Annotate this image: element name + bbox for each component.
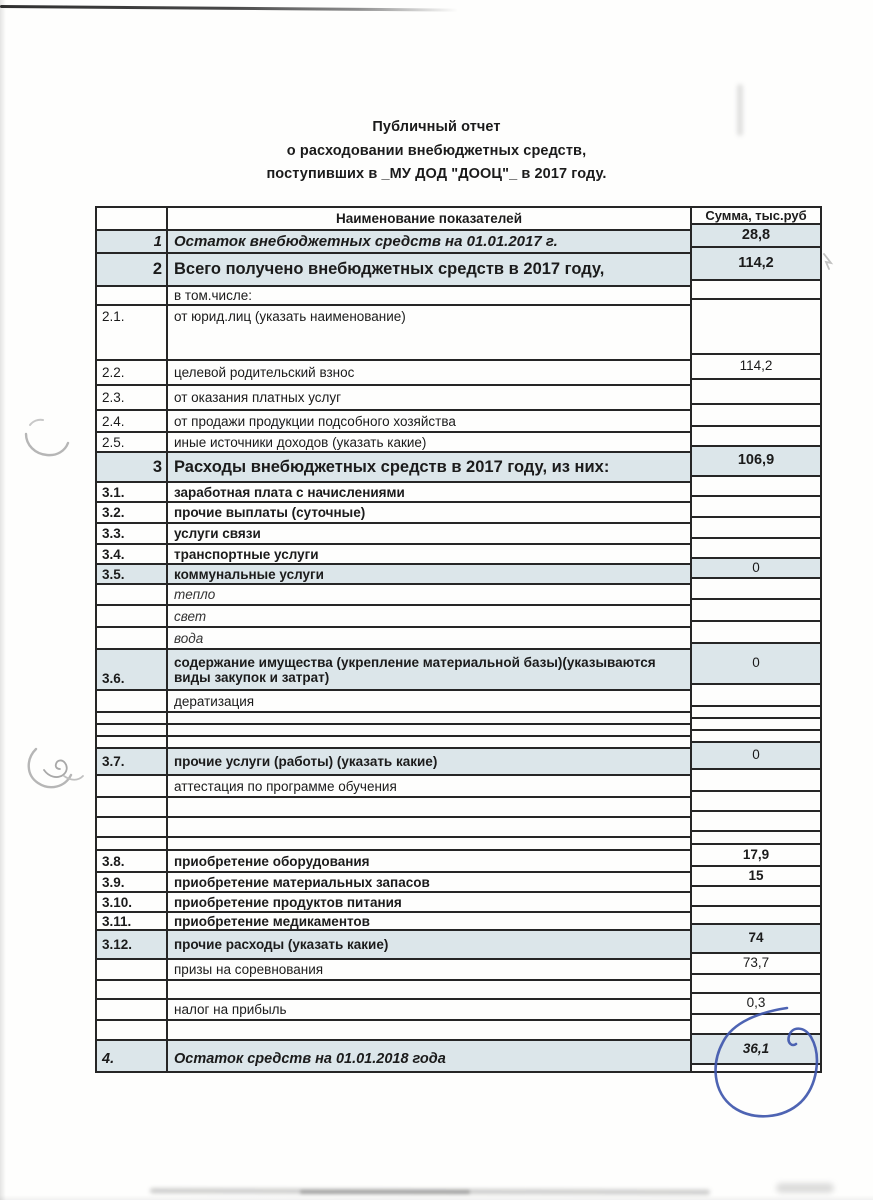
table-row — [97, 893, 690, 913]
row-label: прочие расходы (указать какие) — [174, 937, 389, 952]
table-row — [97, 776, 690, 798]
report-title — [0, 116, 873, 187]
sum-cell — [692, 975, 820, 994]
row-label: налог на прибыль — [174, 1002, 287, 1017]
sum-value: 106,9 — [737, 452, 775, 468]
table-row — [97, 981, 690, 1000]
row-label: Всего получено внебюджетных средств в 2017 году, — [174, 260, 605, 278]
table-row — [97, 524, 690, 545]
row-number — [97, 798, 168, 816]
row-number — [97, 1000, 168, 1019]
row-number — [97, 960, 168, 979]
scan-speck-right — [824, 254, 831, 269]
sum-value: 28,8 — [741, 226, 771, 243]
sum-cell — [692, 622, 820, 644]
row-number: 2.3. — [97, 386, 168, 409]
table-row — [97, 628, 690, 650]
sum-cell — [692, 248, 820, 281]
sum-cell — [692, 1015, 820, 1035]
row-number: 2.4. — [97, 411, 168, 431]
sum-cell — [692, 954, 820, 975]
sum-cell — [692, 477, 820, 497]
sum-cell — [692, 731, 820, 743]
row-label: Остаток средств на 01.01.2018 года — [174, 1051, 446, 1067]
table-sum-column — [690, 208, 820, 1071]
table-row — [97, 931, 690, 960]
sum-cell — [692, 447, 820, 477]
row-number — [97, 737, 168, 747]
row-label: содержание имущества (укрепление материальной базы)(указываются виды закупок и затрат) — [174, 654, 656, 685]
scan-artifact-bottom-smudge-dark — [300, 1190, 470, 1194]
sum-cell — [692, 539, 820, 559]
sum-cell — [692, 405, 820, 427]
table-row — [97, 483, 690, 503]
row-label — [168, 725, 690, 735]
table-row — [97, 691, 690, 713]
row-number — [97, 725, 168, 735]
row-label: Остаток внебюджетных средств на 01.01.2017 г. — [174, 233, 558, 250]
sum-cell — [692, 845, 820, 867]
row-label: призы на соревнования — [174, 962, 324, 977]
row-number — [97, 776, 168, 796]
table-header-row — [97, 208, 690, 231]
row-label: дератизация — [174, 693, 255, 709]
row-number — [97, 838, 168, 849]
table-row — [97, 1041, 690, 1071]
table-row — [97, 650, 690, 691]
row-label: вода — [174, 630, 204, 646]
row-label: Расходы внебюджетных средств в 2017 году, из них: — [174, 457, 610, 476]
table-row — [97, 231, 690, 254]
sum-cell — [692, 644, 820, 685]
hole-punch-mark-top-arc — [26, 434, 68, 455]
table-row — [97, 411, 690, 433]
table-row — [97, 503, 690, 524]
row-number: 3.12. — [97, 931, 168, 958]
table-row — [97, 818, 690, 838]
row-number — [97, 818, 168, 836]
table-row — [97, 361, 690, 386]
row-label — [168, 1021, 690, 1039]
row-number: 3.11. — [97, 913, 168, 929]
row-number: 3 — [97, 453, 168, 481]
row-label — [168, 737, 690, 747]
sum-cell — [692, 707, 820, 719]
table-name-columns — [97, 208, 690, 1071]
row-label: прочие выплаты (суточные) — [174, 505, 366, 520]
sum-cell — [692, 600, 820, 622]
sum-value: 74 — [748, 930, 764, 945]
sum-value: 17,9 — [742, 846, 770, 862]
row-number — [97, 585, 168, 604]
sum-value: 0,3 — [746, 995, 766, 1010]
row-label — [168, 798, 690, 816]
table-row — [97, 254, 690, 287]
table-row — [97, 913, 690, 931]
row-number: 1 — [97, 231, 168, 252]
table-row — [97, 306, 690, 361]
table-row — [97, 873, 690, 893]
row-label: свет — [174, 608, 207, 624]
header-sum-cell: Сумма, тыс.руб — [692, 208, 820, 225]
sum-cell — [692, 427, 820, 447]
header-num-cell — [97, 208, 168, 229]
row-number — [97, 628, 168, 648]
sum-cell — [692, 380, 820, 405]
table-row — [97, 838, 690, 851]
row-number — [97, 981, 168, 998]
row-number: 3.4. — [97, 545, 168, 563]
hole-punch-mark-bottom-arc — [29, 749, 71, 787]
sum-value: 0 — [752, 747, 760, 762]
row-number: 3.8. — [97, 851, 168, 871]
row-label — [168, 818, 690, 836]
table-row — [97, 433, 690, 453]
row-label: заработная плата с начислениями — [174, 484, 405, 500]
sum-cell — [692, 518, 820, 539]
table-row — [97, 585, 690, 606]
row-number: 3.9. — [97, 873, 168, 891]
row-number — [97, 287, 168, 304]
sum-value: 15 — [748, 867, 764, 883]
row-number: 2.5. — [97, 433, 168, 451]
row-label: приобретение оборудования — [174, 853, 370, 869]
sum-cell — [692, 812, 820, 832]
row-label: тепло — [174, 587, 216, 602]
row-label — [168, 713, 690, 723]
report-table — [95, 206, 822, 1073]
row-label: от продажи продукции подсобного хозяйства — [174, 413, 456, 429]
table-row — [97, 725, 690, 737]
sum-cell — [692, 497, 820, 518]
row-label: транспортные услуги — [174, 546, 319, 562]
row-label: приобретение медикаментов — [174, 913, 370, 929]
title-line-1: Публичный отчет — [372, 119, 501, 135]
row-number: 3.10. — [97, 893, 168, 911]
sum-cell — [692, 770, 820, 792]
sum-cell — [692, 559, 820, 579]
hole-punch-mark-bottom-squiggle — [44, 760, 67, 777]
sum-value: 0 — [752, 655, 760, 670]
table-row — [97, 1000, 690, 1021]
table-row — [97, 851, 690, 873]
table-row — [97, 453, 690, 483]
title-line-3: поступивших в _МУ ДОД "ДООЦ"_ в 2017 году. — [266, 166, 607, 182]
sum-value: 114,2 — [739, 358, 773, 373]
row-label: прочие услуги (работы) (указать какие) — [174, 754, 438, 769]
row-number: 2.1. — [97, 306, 168, 359]
scan-artifact-top-line — [0, 5, 458, 12]
row-label: от оказания платных услуг — [174, 390, 342, 405]
sum-cell — [692, 281, 820, 300]
sum-cell — [692, 887, 820, 907]
table-row — [97, 386, 690, 411]
table-row — [97, 960, 690, 981]
table-row — [97, 749, 690, 776]
sum-cell — [692, 1035, 820, 1065]
sum-cell — [692, 792, 820, 812]
table-row — [97, 798, 690, 818]
sum-cell — [692, 300, 820, 355]
row-number: 2 — [97, 254, 168, 285]
sum-cell — [692, 225, 820, 248]
row-number — [97, 1021, 168, 1039]
row-number: 2.2. — [97, 361, 168, 384]
row-label: приобретение продуктов питания — [174, 894, 402, 910]
row-number: 3.1. — [97, 483, 168, 501]
table-row — [97, 606, 690, 628]
scan-artifact-bottom-corner — [776, 1183, 834, 1193]
row-label: иные источники доходов (указать какие) — [174, 434, 427, 450]
sum-cell — [692, 719, 820, 731]
row-label: в том.числе: — [174, 288, 252, 303]
sum-cell — [692, 867, 820, 887]
row-number: 4. — [97, 1041, 168, 1071]
row-label: целевой родительский взнос — [174, 365, 355, 380]
row-number — [97, 691, 168, 711]
sum-cell — [692, 743, 820, 770]
table-row — [97, 713, 690, 725]
table-row — [97, 1021, 690, 1041]
hole-punch-mark-top — [30, 420, 43, 425]
sum-cell — [692, 832, 820, 845]
table-row — [97, 565, 690, 585]
row-label: коммунальные услуги — [174, 566, 324, 582]
row-label — [168, 838, 690, 849]
row-label: аттестация по программе обучения — [174, 778, 397, 794]
sum-value: 114,2 — [738, 254, 774, 271]
sum-cell — [692, 685, 820, 707]
table-row — [97, 287, 690, 306]
sum-cell — [692, 579, 820, 600]
row-number: 3.6. — [97, 650, 168, 689]
row-number — [97, 713, 168, 723]
table-row — [97, 737, 690, 749]
row-number — [97, 606, 168, 626]
sum-value: 36,1 — [742, 1040, 770, 1056]
row-number: 3.5. — [97, 565, 168, 583]
sum-cell — [692, 994, 820, 1015]
row-label: приобретение материальных запасов — [174, 874, 430, 890]
row-label: от юрид.лиц (указать наименование) — [174, 309, 406, 324]
sum-value: 0 — [752, 559, 760, 575]
title-line-2: о расходовании внебюджетных средств, — [286, 142, 587, 159]
row-label: услуги связи — [174, 526, 261, 541]
row-number: 3.2. — [97, 503, 168, 522]
sum-cell — [692, 907, 820, 925]
row-number: 3.3. — [97, 524, 168, 543]
row-label — [168, 981, 690, 998]
table-row — [97, 545, 690, 565]
row-number: 3.7. — [97, 749, 168, 774]
header-name-cell: Наименование показателей — [336, 211, 522, 226]
sum-cell — [692, 925, 820, 954]
sum-value: 73,7 — [742, 955, 770, 970]
sum-cell — [692, 355, 820, 380]
hole-punch-mark-bottom-tail — [64, 776, 83, 780]
